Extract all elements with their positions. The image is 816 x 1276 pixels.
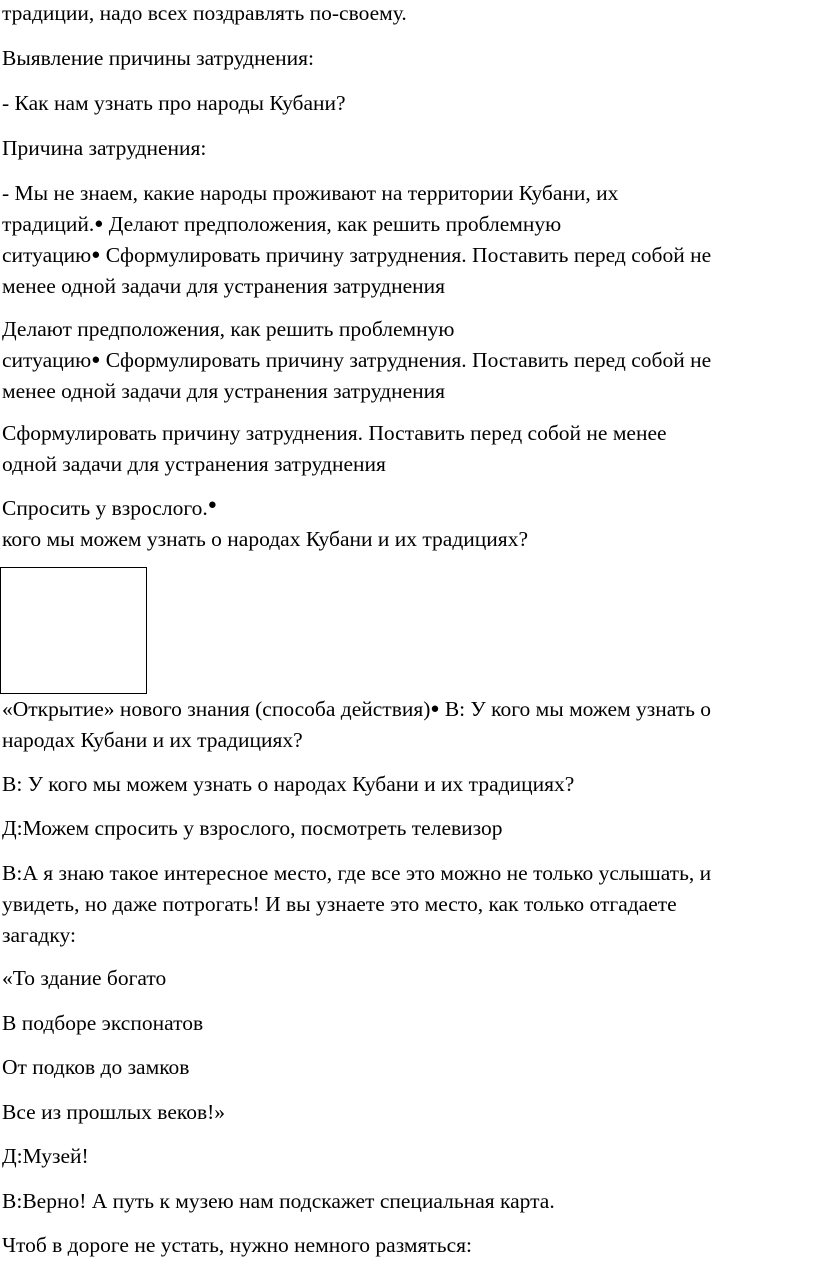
text-line: - Мы не знаем, какие народы проживают на территории Кубани, их <box>2 181 619 205</box>
paragraph-cause <box>2 178 814 302</box>
bullet-icon: ● <box>91 247 101 263</box>
text-line: Делают предположения, как решить проблемную <box>2 317 455 341</box>
bullet-icon: ● <box>207 497 217 513</box>
text-line: Сформулировать причину затруднения. Поставить перед собой не менее <box>2 421 667 445</box>
question-line: - Как нам узнать про народы Кубани? <box>2 91 346 115</box>
text-line: кого мы можем узнать о народах Кубани и их традициях? <box>2 527 528 551</box>
riddle-line: Все из прошлых веков!» <box>2 1100 226 1124</box>
text-line: народах Кубани и их традициях? <box>2 728 303 752</box>
paragraph-formulate <box>2 418 814 480</box>
paragraph-assumptions <box>2 314 814 407</box>
text-line: В: У кого мы можем узнать о народах Кубани и их традициях? <box>2 772 575 796</box>
bullet-icon: ● <box>430 701 440 717</box>
bullet-icon: ● <box>91 352 101 368</box>
paragraph-riddle-intro <box>2 858 814 951</box>
paragraph-ask-adult <box>2 490 814 555</box>
riddle-line: В подборе экспонатов <box>2 1011 204 1035</box>
text-line: загадку: <box>2 923 76 947</box>
text-line: менее одной задачи для устранения затруднения <box>2 379 446 403</box>
heading-difficulty-cause: Выявление причины затруднения: <box>2 46 315 70</box>
text-line: традиций.● Делают предположения, как решить проблемную <box>2 212 562 236</box>
text-line: «Открытие» нового знания (способа действия)● В: У кого мы можем узнать о <box>2 697 712 721</box>
bullet-icon: ● <box>94 216 104 232</box>
text-line: менее одной задачи для устранения затруднения <box>2 274 446 298</box>
text-line: Д:Музей! <box>2 1144 89 1168</box>
text-line: одной задачи для устранения затруднения <box>2 452 386 476</box>
text-line: ситуацию● Сформулировать причину затруднения. Поставить перед собой не <box>2 243 712 267</box>
paragraph-discovery <box>2 694 814 756</box>
heading-cause: Причина затруднения: <box>2 136 207 160</box>
text-line: традиции, надо всех поздравлять по-своему. <box>2 1 407 25</box>
empty-frame <box>0 567 147 694</box>
text-line: Чтоб в дороге не устать, нужно немного размяться: <box>2 1233 472 1257</box>
text-line: Спросить у взрослого.● <box>2 496 217 520</box>
text-line: ситуацию● Сформулировать причину затруднения. Поставить перед собой не <box>2 348 712 372</box>
text-line: увидеть, но даже потрогать! И вы узнаете это место, как только отгадаете <box>2 892 677 916</box>
text-line: В:Верно! А путь к музею нам подскажет специальная карта. <box>2 1189 555 1213</box>
riddle-line: «То здание богато <box>2 966 167 990</box>
text-line: Д:Можем спросить у взрослого, посмотреть телевизор <box>2 816 503 840</box>
riddle-line: От подков до замков <box>2 1055 190 1079</box>
text-line: В:А я знаю такое интересное место, где все это можно не только услышать, и <box>2 861 712 885</box>
